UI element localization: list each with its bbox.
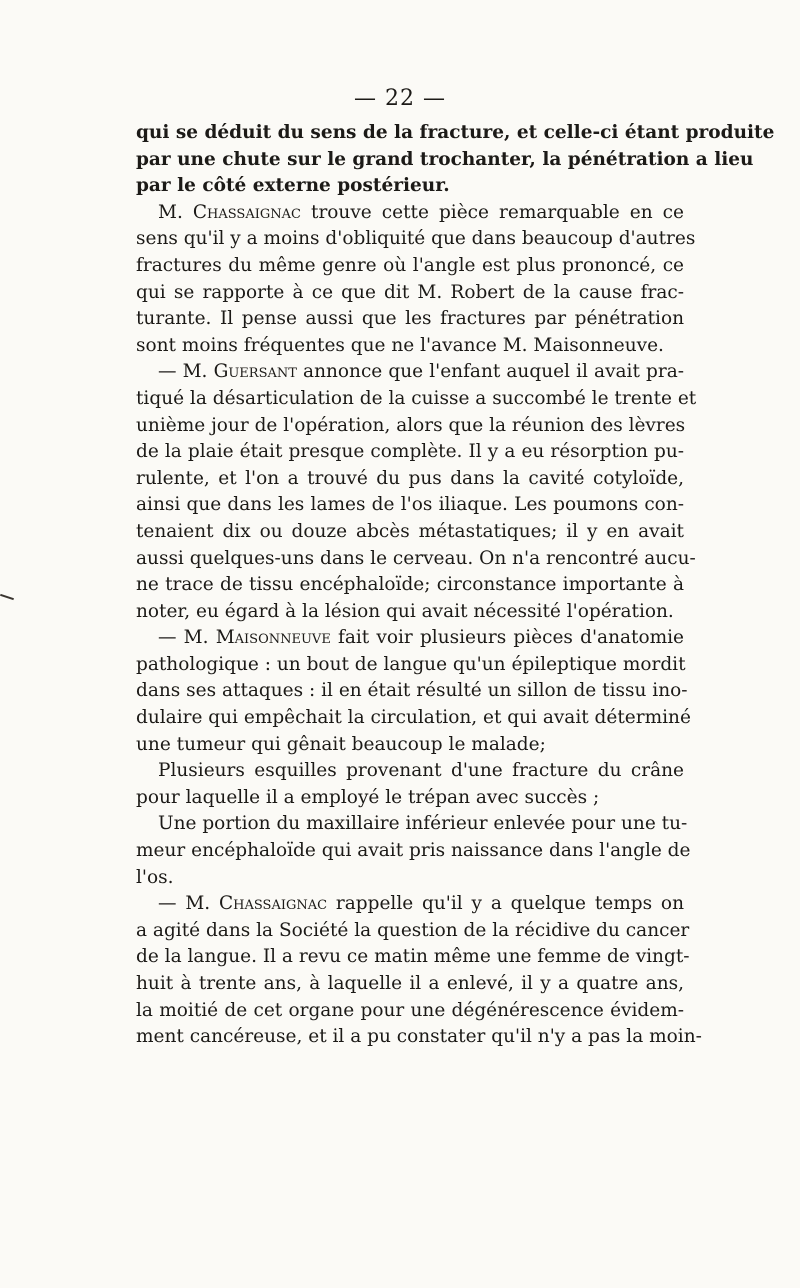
person-name: Guersant: [213, 361, 297, 383]
text-line: [136, 891, 684, 918]
text-line: dans ses attaques : il en était résulté un sillon de tissu ino-: [136, 680, 688, 702]
text-line: pour laquelle il a employé le trépan avec succès ;: [136, 786, 600, 808]
text-line: tiqué la désarticulation de la cuisse a succombé le trente et: [136, 387, 697, 409]
text-line: a agité dans la Société la question de la récidive du cancer: [136, 919, 690, 941]
text-line: unième jour de l'opération, alors que la réunion des lèvres: [136, 414, 686, 436]
text-line: la moitié de cet organe pour une dégénérescence évidem-: [136, 999, 684, 1021]
text-line: noter, eu égard à la lésion qui avait nécessité l'opération.: [136, 600, 674, 622]
text-line: aussi quelques-uns dans le cerveau. On n'a rencontré aucu-: [136, 547, 696, 569]
person-name: Chassaignac: [218, 893, 328, 915]
text-line: par le côté externe postérieur.: [136, 175, 450, 197]
text-line: dulaire qui empêchait la circulation, et qui avait déterminé: [136, 707, 691, 729]
line-text: fait voir plusieurs pièces d'anatomie: [330, 627, 684, 649]
line-text: rappelle qu'il y a quelque temps on: [327, 893, 684, 915]
page-number: — 22 —: [354, 86, 446, 111]
line-prefix: — M.: [158, 893, 219, 915]
line-prefix: — M.: [158, 627, 216, 649]
text-line: sens qu'il y a moins d'obliquité que dans beaucoup d'autres: [136, 228, 696, 250]
body-text: [136, 120, 775, 1051]
person-name: Maisonneuve: [215, 627, 331, 649]
text-line: huit à trente ans, à laquelle il a enlevé, il y a quatre ans,: [136, 973, 684, 994]
text-line: Une portion du maxillaire inférieur enlevée pour une tu-: [158, 813, 688, 835]
text-line: meur encéphaloïde qui avait pris naissance dans l'angle de: [136, 840, 691, 862]
text-line: sont moins fréquentes que ne l'avance M. Maisonneuve.: [136, 334, 664, 356]
text-line: ne trace de tissu encéphaloïde; circonstance importante à: [136, 574, 684, 596]
text-line: ment cancéreuse, et il a pu constater qu'il n'y a pas la moin-: [136, 1026, 702, 1048]
text-line: qui se rapporte à ce que dit M. Robert de la cause frac-: [136, 281, 684, 303]
text-line: [136, 359, 684, 386]
text-line: [136, 625, 684, 652]
text-line: pathologique : un bout de langue qu'un épileptique mordit: [136, 653, 686, 675]
line-prefix: M.: [158, 201, 193, 223]
text-line: Plusieurs esquilles provenant d'une fracture du crâne: [158, 760, 684, 782]
text-line: [136, 200, 684, 227]
text-line: qui se déduit du sens de la fracture, et celle-ci étant produite: [136, 122, 775, 143]
text-line: tenaient dix ou douze abcès métastatiques; il y en avait: [136, 520, 684, 542]
text-line: une tumeur qui gênait beaucoup le malade;: [136, 733, 546, 755]
text-line: rulente, et l'on a trouvé du pus dans la cavité cotyloïde,: [136, 467, 684, 489]
text-line: de la langue. Il a revu ce matin même une femme de vingt-: [136, 946, 690, 968]
text-line: fractures du même genre où l'angle est plus prononcé, ce: [136, 254, 684, 276]
person-name: Chassaignac: [192, 201, 301, 223]
line-text: trouve cette pièce remarquable en ce: [300, 201, 684, 223]
text-line: de la plaie était presque complète. Il y a eu résorption pu-: [136, 441, 684, 463]
text-line: l'os.: [136, 866, 174, 888]
text-line: turante. Il pense aussi que les fractures par pénétration: [136, 308, 684, 330]
text-line: par une chute sur le grand trochanter, la pénétration a lieu: [136, 148, 754, 170]
line-text: annonce que l'enfant auquel il avait pra-: [296, 361, 684, 383]
margin-mark: [0, 594, 14, 600]
text-line: ainsi que dans les lames de l'os iliaque. Les poumons con-: [136, 494, 684, 516]
line-prefix: — M.: [158, 361, 214, 383]
